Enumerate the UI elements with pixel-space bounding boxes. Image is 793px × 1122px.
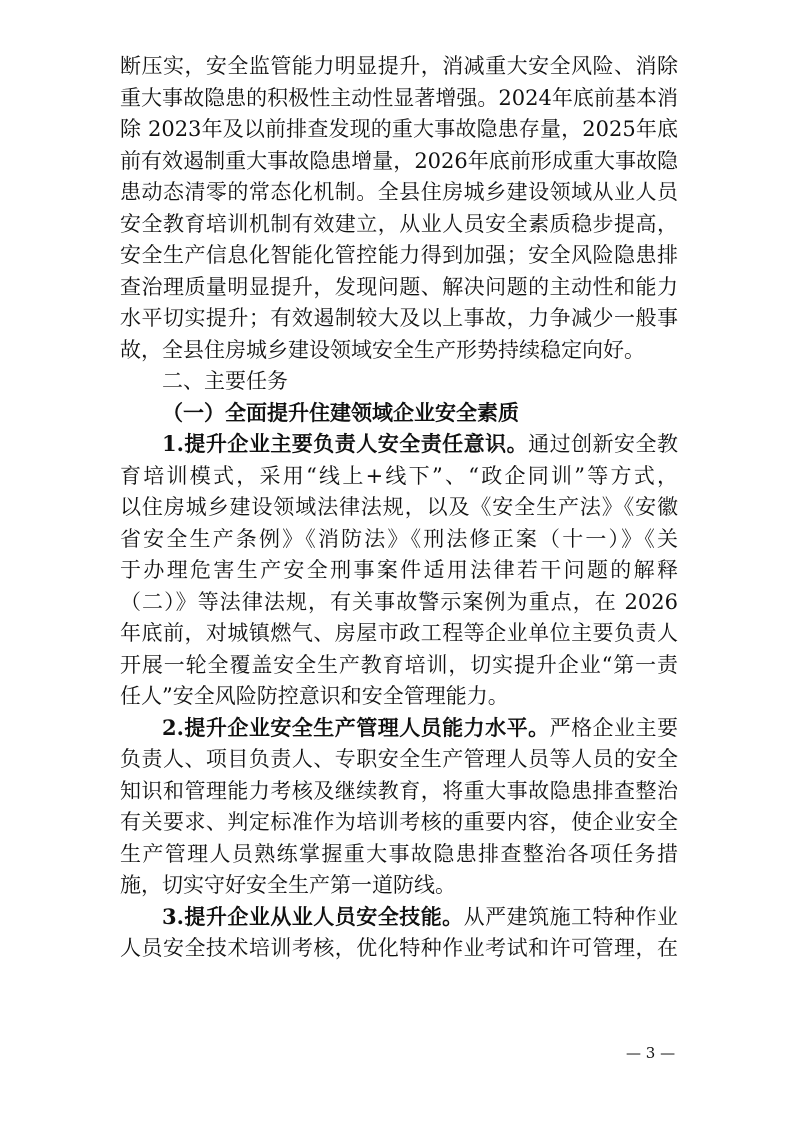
page-number: — 3 — — [626, 1044, 676, 1062]
body-line: 育培训模式，采用“线上+线下”、“政企同训”等方式， — [120, 464, 678, 488]
section-heading: 二、主要任务 — [162, 369, 288, 393]
body-line: 施，切实守好安全生产第一道防线。 — [120, 873, 456, 897]
body-line: 患动态清零的常态化机制。全县住房城乡建设领域从业人员 — [120, 180, 678, 204]
body-line: 于办理危害生产安全刑事案件适用法律若干问题的解释 — [120, 558, 678, 582]
item-title: 2.提升企业安全生产管理人员能力水平。 — [162, 715, 550, 740]
body-line: 生产管理人员熟练掌握重大事故隐患排查整治各项任务措 — [120, 842, 678, 866]
item-first-line — [162, 432, 678, 456]
body-line: 安全教育培训机制有效建立，从业人员安全素质稳步提高， — [120, 212, 678, 236]
body-line: 人员安全技术培训考核，优化特种作业考试和许可管理，在 — [120, 936, 678, 960]
subsection-heading: （一）全面提升住建领域企业安全素质 — [162, 400, 519, 425]
item-text: 通过创新安全教 — [528, 432, 678, 456]
body-line: 开展一轮全覆盖安全生产教育培训，切实提升企业“第一责 — [120, 653, 678, 677]
body-line: 查治理质量明显提升，发现问题、解决问题的主动性和能力 — [120, 275, 678, 299]
body-line: 安全生产信息化智能化管控能力得到加强；安全风险隐患排 — [120, 243, 678, 267]
body-line: 负责人、项目负责人、专职安全生产管理人员等人员的安全 — [120, 747, 678, 771]
item-first-line — [162, 716, 678, 740]
body-line: 水平切实提升；有效遏制较大及以上事故，力争减少一般事 — [120, 306, 678, 330]
body-line: 年底前，对城镇燃气、房屋市政工程等企业单位主要负责人 — [120, 621, 678, 645]
body-line: 除 2023年及以前排查发现的重大事故隐患存量，2025年底 — [120, 117, 678, 141]
body-line: 省安全生产条例》《消防法》《刑法修正案（十一）》《关 — [120, 527, 678, 551]
body-line: 知识和管理能力考核及继续教育，将重大事故隐患排查整治 — [120, 779, 678, 803]
item-text: 严格企业主要 — [549, 716, 679, 740]
item-first-line — [162, 905, 678, 929]
body-line: 重大事故隐患的积极性主动性显著增强。2024年底前基本消 — [120, 86, 678, 110]
item-text: 从严建筑施工特种作业 — [463, 905, 679, 929]
body-line: 故，全县住房城乡建设领域安全生产形势持续稳定向好。 — [120, 338, 645, 362]
body-line: 前有效遏制重大事故隐患增量，2026年底前形成重大事故隐 — [120, 149, 678, 173]
body-line: （二）》等法律法规，有关事故警示案例为重点，在 2026 — [120, 590, 678, 614]
body-line: 有关要求、判定标准作为培训考核的重要内容，使企业安全 — [120, 810, 678, 834]
body-line: 断压实，安全监管能力明显提升，消减重大安全风险、消除 — [120, 54, 678, 78]
body-line: 以住房城乡建设领域法律法规，以及《安全生产法》《安徽 — [120, 495, 678, 519]
body-line: 任人”安全风险防控意识和安全管理能力。 — [120, 684, 509, 708]
item-title: 3.提升企业从业人员安全技能。 — [162, 904, 464, 929]
item-title: 1.提升企业主要负责人安全责任意识。 — [162, 431, 529, 456]
